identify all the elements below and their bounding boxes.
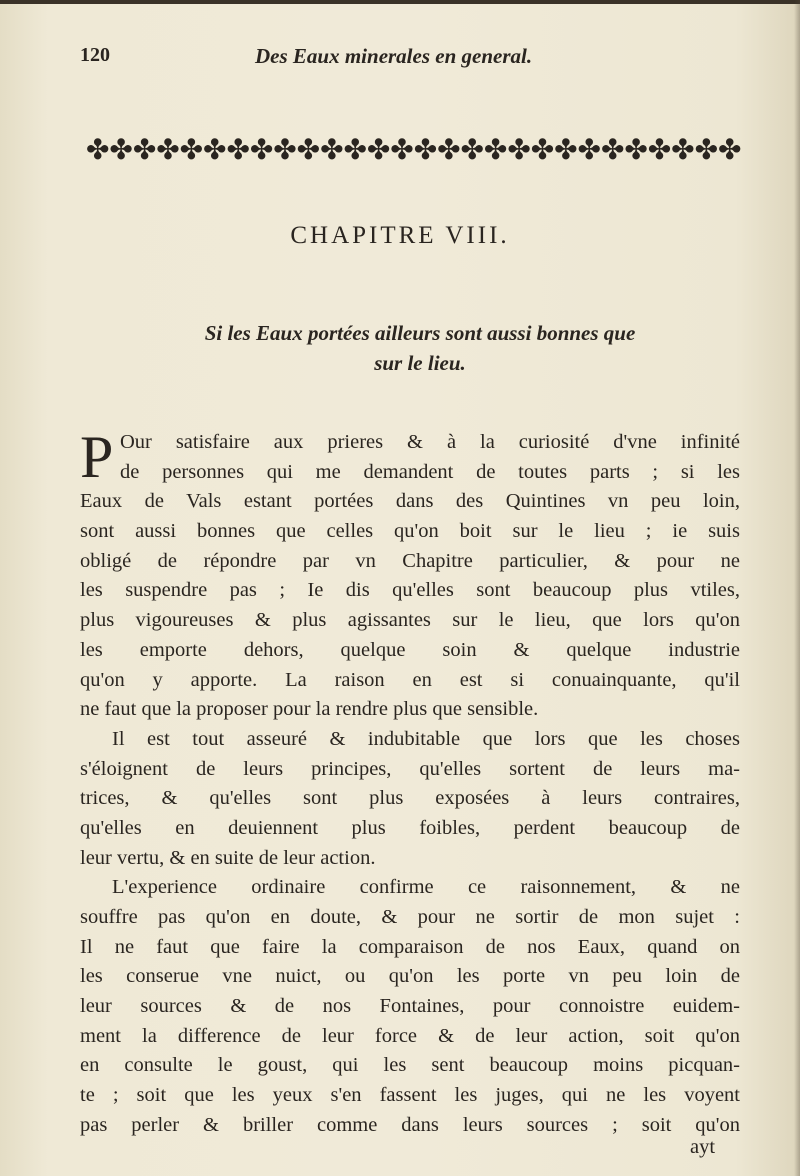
fleuron-ornament-icon: ✤ (577, 133, 601, 166)
text-line: Il ne faut que faire la comparaison de nos Eaux, quand on (80, 935, 740, 958)
text-line: ne faut que la proposer pour la rendre plus que sensible. (80, 698, 539, 721)
fleuron-ornament-icon: ✤ (343, 133, 367, 166)
fleuron-ornament-icon: ✤ (624, 133, 648, 166)
text-line: les conserue vne nuict, ou qu'on les porte vn peu loin de (80, 965, 740, 988)
text-line: te ; soit que les yeux s'en fassent les juges, qui ne les voyent (80, 1084, 740, 1107)
fleuron-ornament-icon: ✤ (647, 133, 671, 166)
text-line: obligé de répondre par vn Chapitre particulier, & pour ne (80, 549, 740, 572)
text-line: sont aussi bonnes que celles qu'on boit sur le lieu ; ie suis (80, 520, 740, 543)
fleuron-ornament-icon: ✤ (694, 133, 718, 166)
text-line: Il est tout asseuré & indubitable que lors que les choses (112, 727, 740, 750)
chapter-heading: CHAPITRE VIII. (290, 222, 510, 249)
text-line: de personnes qui me demandent de toutes parts ; si les (120, 460, 740, 483)
fleuron-ornament-icon: ✤ (132, 133, 156, 166)
running-title: Des Eaux minerales en general. (255, 44, 533, 68)
fleuron-ornament-icon: ✤ (554, 133, 578, 166)
fleuron-ornament-icon: ✤ (437, 133, 461, 166)
text-line: leur vertu, & en suite de leur action. (80, 846, 376, 869)
text-line: L'experience ordinaire confirme ce raisonnement, & ne (112, 876, 740, 899)
fleuron-ornament-icon: ✤ (226, 133, 250, 166)
fleuron-ornament-icon: ✤ (671, 133, 695, 166)
fleuron-ornament-icon: ✤ (249, 133, 273, 166)
fleuron-ornament-icon: ✤ (320, 133, 344, 166)
fleuron-ornament-icon: ✤ (366, 133, 390, 166)
text-line: les emporte dehors, quelque soin & quelque industrie (80, 638, 740, 661)
fleuron-ornament-icon: ✤ (296, 133, 320, 166)
subtitle-line: Si les Eaux portées ailleurs sont aussi bonnes que (204, 321, 636, 345)
fleuron-ornament-icon: ✤ (460, 133, 484, 166)
fleuron-ornament-icon: ✤ (273, 133, 297, 166)
text-line: s'éloignent de leurs principes, qu'elles sortent de leurs ma- (80, 757, 740, 780)
fleuron-ornament-band (86, 130, 741, 170)
text-line: plus vigoureuses & plus agissantes sur le lieu, que lors qu'on (80, 609, 740, 632)
fleuron-ornament-icon: ✤ (600, 133, 624, 166)
first-line-text: Our satisfaire aux prieres & à la curiosité d'vne infinité (120, 431, 740, 453)
text-line: les suspendre pas ; Ie dis qu'elles sont beaucoup plus vtiles, (80, 579, 740, 602)
page-top-edge (0, 0, 800, 4)
catchword: ayt (690, 1136, 716, 1158)
subtitle-line: sur le lieu. (374, 351, 466, 375)
fleuron-ornament-icon: ✤ (717, 133, 741, 166)
page-gutter-shadow (794, 0, 800, 1176)
text-line: en consulte le goust, qui les sent beaucoup moins picquan- (80, 1054, 740, 1077)
fleuron-ornament-icon: ✤ (109, 133, 133, 166)
body-text (80, 424, 740, 1141)
text-line: leur sources & de nos Fontaines, pour connoistre euidem- (80, 995, 740, 1018)
fleuron-ornament-icon: ✤ (390, 133, 414, 166)
text-line: qu'on y apporte. La raison en est si conuainquante, qu'il (80, 668, 740, 691)
text-line: Eaux de Vals estant portées dans des Quintines vn peu loin, (80, 490, 740, 513)
page-number: 120 (80, 44, 110, 66)
text-line: qu'elles en deuiennent plus foibles, perdent beaucoup de (80, 816, 740, 839)
text-line: ment la difference de leur force & de leur action, soit qu'on (80, 1024, 740, 1047)
text-line: pas perler & briller comme dans leurs sources ; soit qu'on (80, 1113, 740, 1136)
fleuron-ornament-icon: ✤ (507, 133, 531, 166)
fleuron-ornament-icon: ✤ (179, 133, 203, 166)
text-line: trices, & qu'elles sont plus exposées à leurs contraires, (80, 787, 740, 810)
fleuron-ornament-icon: ✤ (156, 133, 180, 166)
fleuron-ornament-icon: ✤ (530, 133, 554, 166)
text-line: souffre pas qu'on en doute, & pour ne sortir de mon sujet : (80, 906, 740, 928)
fleuron-ornament-icon: ✤ (86, 133, 109, 166)
fleuron-ornament-icon: ✤ (483, 133, 507, 166)
fleuron-ornament-icon: ✤ (203, 133, 227, 166)
running-head (80, 44, 740, 74)
fleuron-ornament-icon: ✤ (413, 133, 437, 166)
drop-cap: P (80, 424, 114, 490)
chapter-subtitle (120, 318, 720, 378)
